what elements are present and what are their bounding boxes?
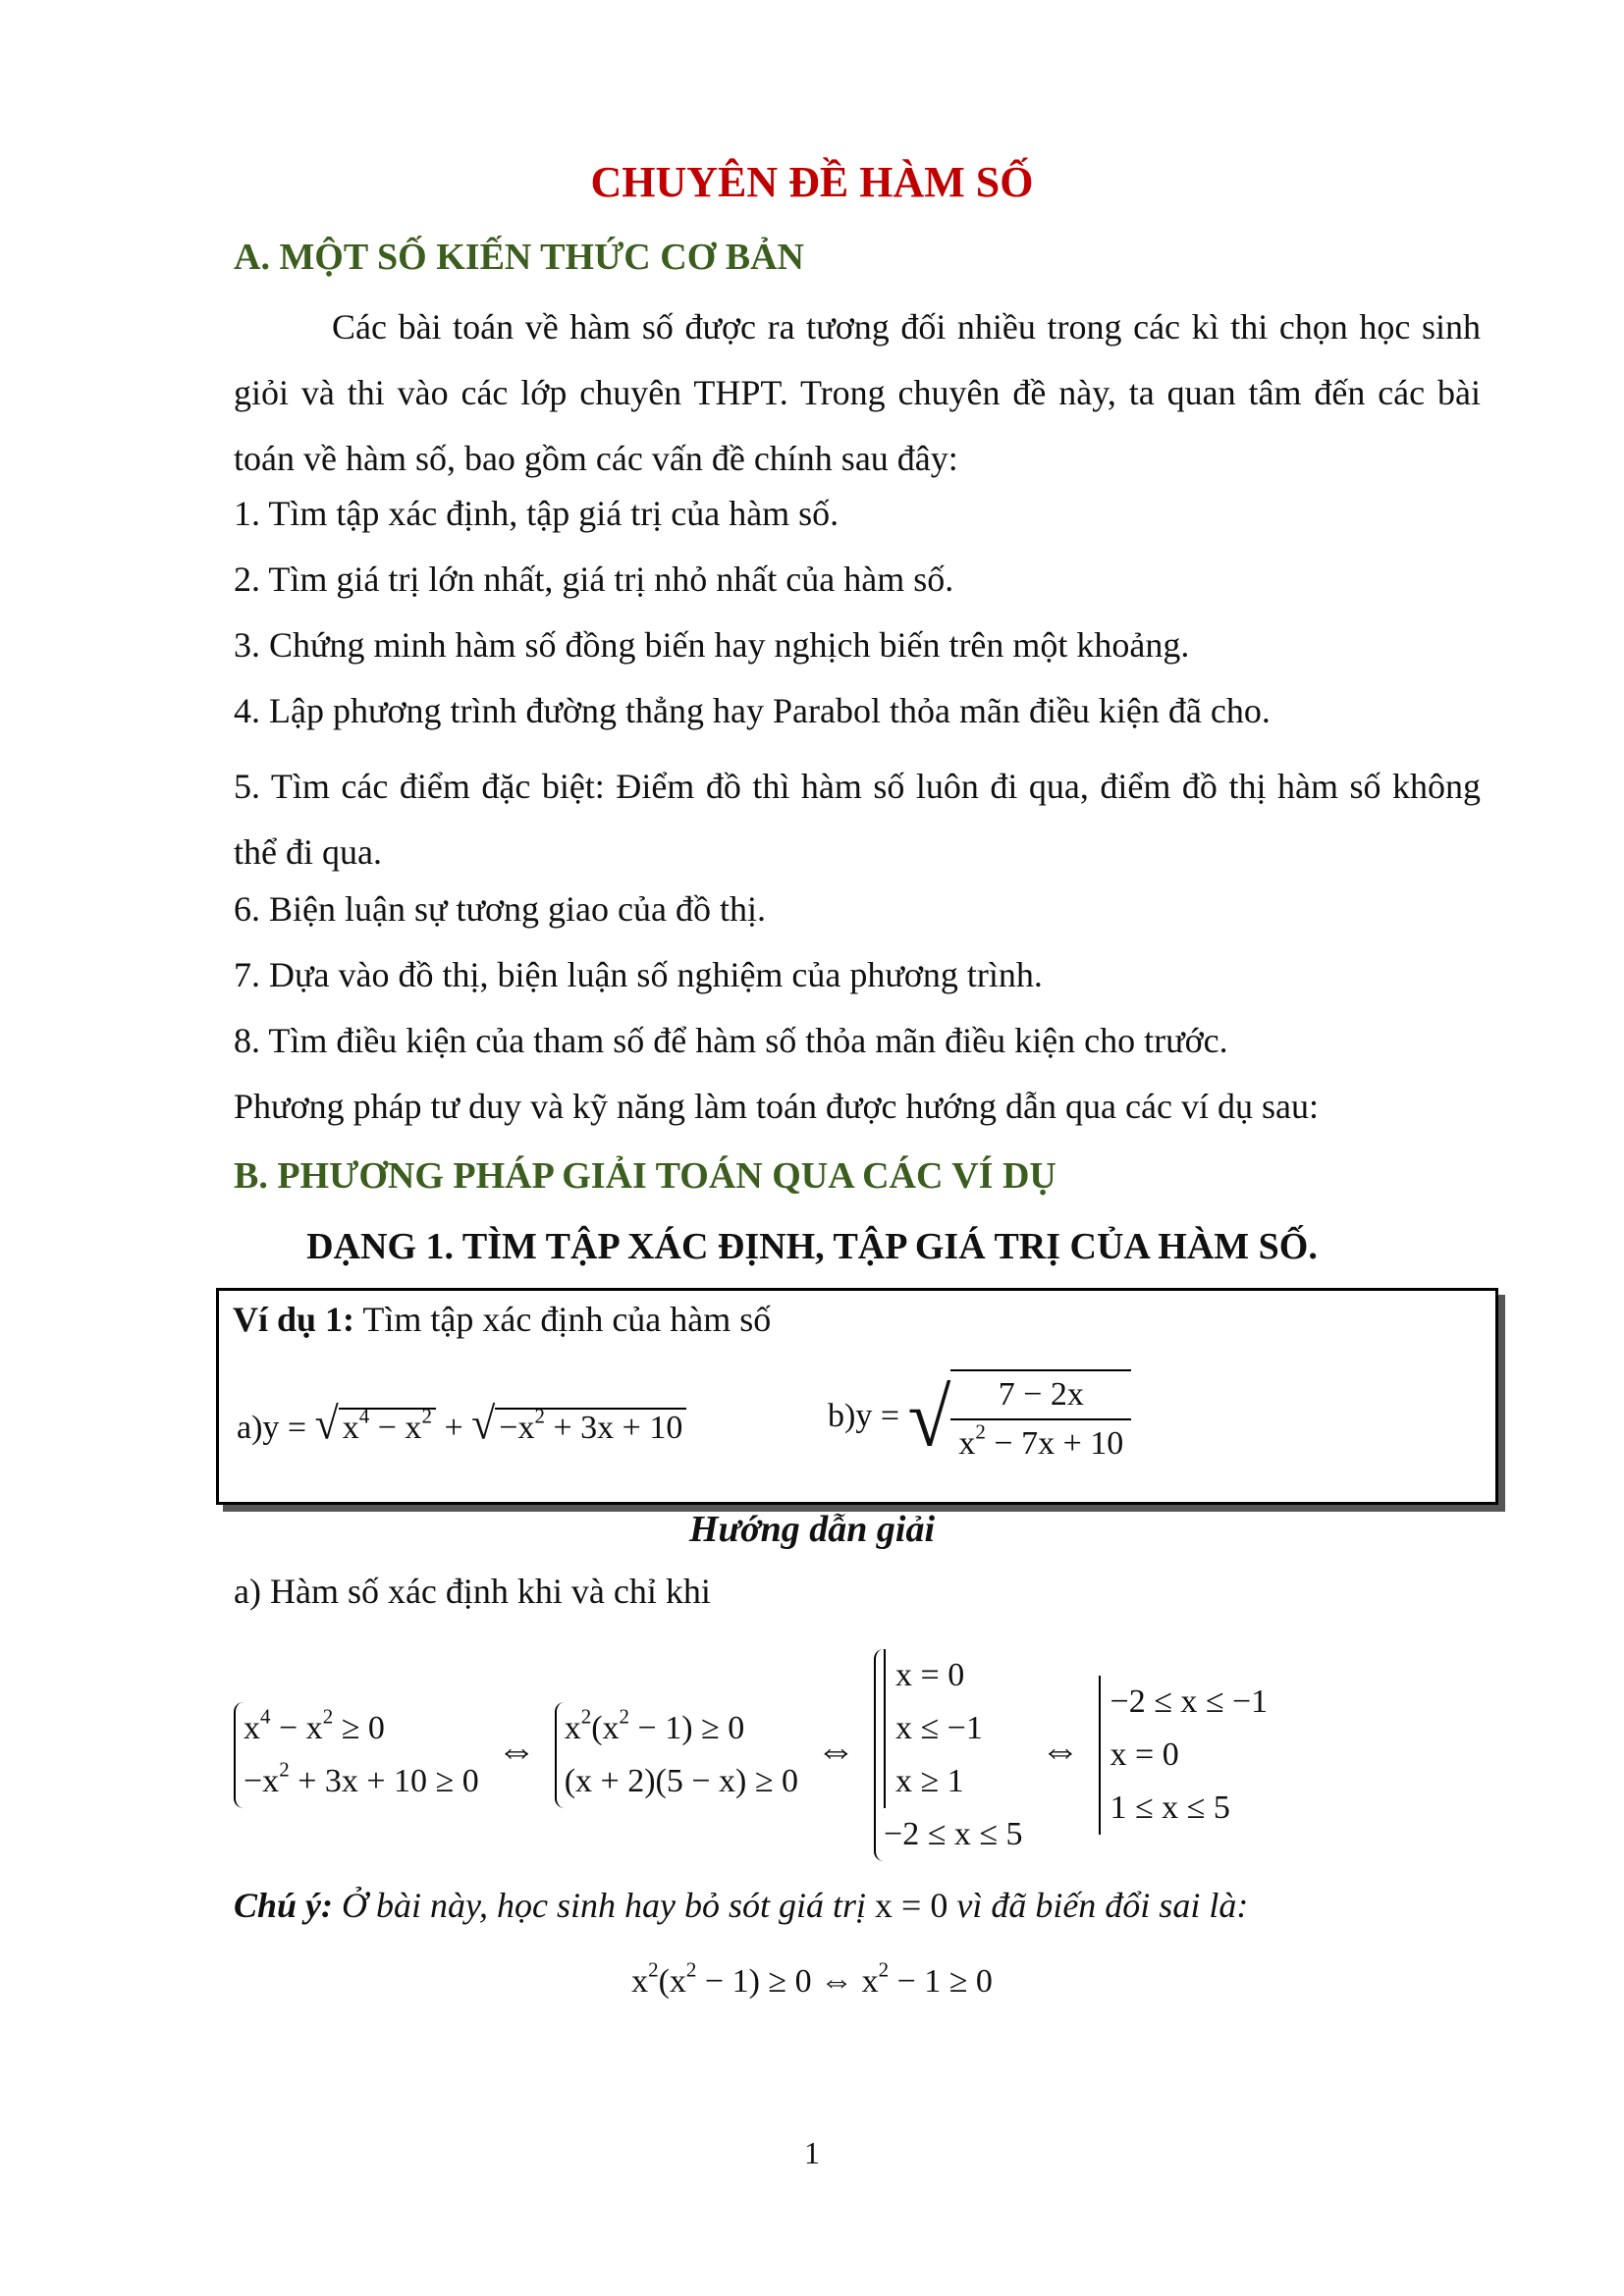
result-set: −2 ≤ x ≤ −1 x = 0 1 ≤ x ≤ 5 [1099, 1676, 1269, 1835]
list-item: 1. Tìm tập xác định, tập giá trị của hàm số. [234, 494, 839, 533]
note-label: Chú ý: [234, 1886, 334, 1925]
note-text: Ở bài này, học sinh hay bỏ sót giá trị [333, 1886, 876, 1925]
system-1: $x^4 - x^2 \ge 0$ $-x^2 + 3x + 10 \ge 0$ [234, 1702, 479, 1808]
list-item: 4. Lập phương trình đường thẳng hay Parabol thỏa mãn điều kiện đã cho. [234, 691, 1271, 730]
list-item: 8. Tìm điều kiện của tham số để hàm số thỏa mãn điều kiện cho trước. [234, 1021, 1228, 1060]
solution-heading: Hướng dẫn giải [688, 1509, 936, 1550]
list-item: 5. Tìm các điểm đặc biệt: Điểm đồ thì hàm số luôn đi qua, điểm đồ thị hàm số không thể đi qua. [234, 767, 1481, 872]
formula-a: a)y = √ $x^4 - x^2$ + √ $-x^2 + 3x + 10$ [237, 1399, 686, 1449]
section-a-heading: A. MỘT SỐ KIẾN THỨC CƠ BẢN [234, 237, 804, 278]
list-item: 2. Tìm giá trị lớn nhất, giá trị nhỏ nhất của hàm số. [234, 560, 954, 599]
section-b-heading: B. PHƯƠNG PHÁP GIẢI TOÁN QUA CÁC VÍ DỤ [234, 1155, 1056, 1197]
note-text-after: vì đã biến đổi sai là: [947, 1886, 1249, 1925]
note-math: x = 0 [875, 1886, 948, 1925]
example-label: Ví dụ 1: [233, 1300, 355, 1339]
example-title [233, 1299, 771, 1340]
intro-text: Các bài toán về hàm số được ra tương đối nhiều trong các kì thi chọn học sinh giỏi và thi vào các lớp chuyên THPT. Trong chuyên đề này, ta quan tâm đến các bài toán về hàm số, bao gồm các vấn đề chính sau đây: [234, 307, 1481, 478]
method-line: Phương pháp tư duy và kỹ năng làm toán được hướng dẫn qua các ví dụ sau: [234, 1087, 1319, 1126]
formula-b: b)y = √ $\frac{7 - 2x}{x^2 - 7x + 10}$ [828, 1369, 1131, 1468]
system-2: $x^2(x^2 - 1) \ge 0$ (x + 2)(5 − x) ≥ 0 [555, 1702, 798, 1808]
note-equation: $x^2(x^2 - 1) \ge 0$ ⇔ $x^2 - 1 \ge 0$ [631, 1957, 993, 2000]
page-title: CHUYÊN ĐỀ HÀM SỐ [590, 158, 1034, 206]
intro-paragraph [234, 294, 1481, 492]
dang-1-heading: DẠNG 1. TÌM TẬP XÁC ĐỊNH, TẬP GIÁ TRỊ CỦA HÀM SỐ. [306, 1226, 1318, 1267]
example-box [216, 1288, 1498, 1505]
list-item: 7. Dựa vào đồ thị, biện luận số nghiệm của phương trình. [234, 955, 1043, 994]
list-item: 3. Chứng minh hàm số đồng biến hay nghịch biến trên một khoảng. [234, 625, 1190, 665]
example-text: Tìm tập xác định của hàm số [354, 1300, 772, 1339]
system-3: x = 0 x ≤ −1 x ≥ 1 −2 ≤ x ≤ 5 [874, 1649, 1023, 1861]
solution-a-text: a) Hàm số xác định khi và chỉ khi [234, 1572, 711, 1611]
solution-math: $x^4 - x^2 \ge 0$ $-x^2 + 3x + 10 \ge 0$ ⇔ $x^2(x^2 - 1) \ge 0$ (x + 2)(5 − x) ≥ 0 ⇔ x = 0 x ≤ −1 x ≥ 1 −2 ≤ x ≤ 5 ⇔ −2 ≤ x ≤ −1 x = 0 1 ≤ x ≤ 5 [234, 1649, 1268, 1865]
note [234, 1885, 1248, 1926]
page-number: 1 [804, 2135, 820, 2170]
list-item: 6. Biện luận sự tương giao của đồ thị. [234, 889, 766, 929]
